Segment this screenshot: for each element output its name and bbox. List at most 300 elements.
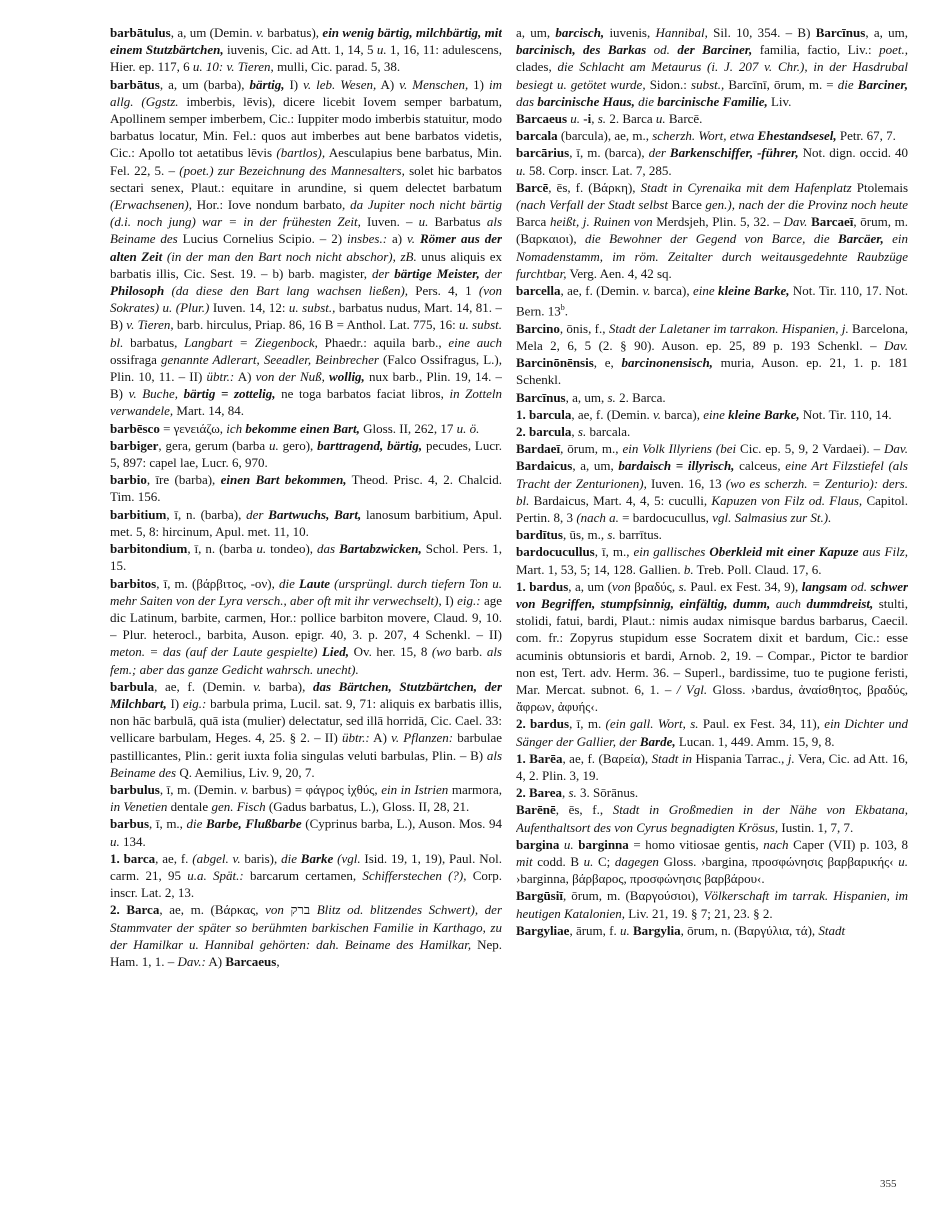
lemma: Barcaeus — [225, 953, 277, 969]
plain-text: barb. hirculus, Priap. 86, 16 B = Anthol. Lat. 775, 16: — [173, 317, 459, 333]
italic-text: im allg. (Ggstz. — [110, 76, 502, 109]
plain-text: , a, um, — [865, 25, 908, 40]
plain-text: Liv. 21, 19. § 7; 21, 23. § 2. — [625, 905, 773, 921]
plain-text: Ptolemais — [851, 179, 908, 195]
italic-text: Langbart = Ziegenbock, — [184, 334, 318, 350]
italic-text: s. — [678, 578, 687, 594]
plain-text: I) — [166, 695, 183, 711]
translation: Lied, — [321, 644, 350, 660]
plain-text: Ov. her. 15, 8 — [349, 644, 432, 660]
plain-text: , ae, f. (Demin. — [560, 283, 643, 299]
plain-text: Not. Tir. 110, 14. — [799, 406, 892, 422]
italic-text: v. — [253, 678, 262, 694]
italic-text: u. — [269, 437, 279, 453]
lemma: barbus — [110, 816, 150, 832]
italic-text: die Schlacht am Metaurus (i. J. 207 v. Chr.), in der Hasdrubal besiegt u. getötet wurde, — [516, 59, 908, 92]
plain-text: , e, — [593, 355, 622, 371]
italic-text: Blitz od. blitzendes Schwert), der Stammvater der später so berühmten barkischen Familie in Karthago, zu der Hamilkar u. Hannibal gehörten: dah. Beiname des Hamilkar, — [110, 902, 502, 952]
lemma: 2. barcula — [516, 424, 572, 439]
plain-text: , — [591, 111, 598, 127]
plain-text: Gloss. ›bardus, ἀναίσθητος, βραδύς, ἄφρων, ἀφυής‹. — [516, 682, 908, 715]
dictionary-entry — [516, 110, 908, 127]
plain-text: Barcelona, Mela 2, 6, 5 (2. § 90). Auson. ep. 25, 89 p. 193 Schenkl. – — [516, 320, 908, 353]
dictionary-entry — [110, 540, 502, 574]
lemma: Bardaicus — [516, 458, 573, 474]
italic-text: Hannibal, — [655, 25, 708, 40]
plain-text — [884, 231, 892, 246]
left-column — [110, 24, 502, 1174]
italic-text: heißt, j. Ruinen von — [549, 214, 653, 230]
italic-text: Stadt der Laletaner im tarrakon. Hispanien, j. — [608, 320, 849, 336]
lemma: barbitos — [110, 575, 157, 591]
translation: langsam — [801, 578, 848, 594]
italic-text: v. Buche, — [128, 386, 178, 402]
translation: schwer von Begriffen, stumpfsinnig, einfältig, dumm, — [516, 578, 908, 612]
translation: Ehestandsesel, — [757, 128, 837, 144]
lemma: Barcino — [516, 320, 560, 336]
translation: Barciner, — [857, 76, 908, 92]
italic-text: u. — [376, 42, 387, 58]
plain-text: , gera, gerum (barba — [158, 437, 270, 453]
plain-text: Caper (VII) p. 103, 8 — [788, 836, 908, 852]
italic-text: u. 10: v. Tieren, — [192, 59, 274, 75]
italic-text: / Vgl. — [676, 682, 708, 698]
italic-text: (wo es scherzh. = Zenturio): ders. bl. — [516, 475, 908, 508]
lemma: barbitium — [110, 506, 167, 522]
plain-text: Iustin. 1, 7, 7. — [778, 819, 854, 835]
italic-text: v. — [652, 406, 662, 422]
dictionary-entry — [516, 922, 908, 939]
italic-text: (wo — [431, 644, 452, 660]
plain-text: a, um, — [516, 25, 556, 40]
dictionary-entry — [110, 24, 502, 76]
italic-text: übtr.: — [341, 730, 370, 746]
plain-text: Lucius Cornelius Scipio. – 2) — [177, 231, 347, 247]
plain-text: . — [564, 303, 569, 319]
plain-text: Iuven. – — [360, 214, 419, 230]
italic-text: eine — [703, 406, 725, 422]
italic-text: (Erwachsenen), — [110, 197, 192, 213]
plain-text: Mart. 14, 84. — [173, 403, 244, 419]
italic-text: eine auch — [448, 334, 502, 350]
plain-text: Petr. 67, 7. — [836, 128, 896, 144]
dictionary-entry — [110, 420, 502, 437]
plain-text: Gloss. II, 262, 17 — [359, 420, 457, 436]
italic-text: die — [837, 76, 854, 92]
italic-text: u. — [563, 836, 574, 852]
italic-text: v. leb. Wesen, — [303, 76, 377, 92]
italic-text: Stadt — [818, 922, 846, 938]
italic-text: dagegen — [614, 854, 659, 870]
plain-text: (Cyprinus barba, L.), Auson. Mos. 94 — [301, 816, 502, 832]
lemma: barcella — [516, 283, 561, 299]
plain-text: Barbatus — [428, 214, 487, 230]
italic-text: Stadt in Großmedien in der Nähe von Ekbatana, Aufenthaltsort des von Cyrus begnadigten Krösus, — [516, 802, 908, 835]
dictionary-entry — [516, 784, 908, 801]
lemma: Bargyliae — [516, 922, 570, 938]
translation: Barde, — [639, 733, 676, 749]
plain-text: barcarum certamen, — [243, 867, 363, 883]
italic-text: (nach Verfall der Stadt selbst — [516, 197, 669, 213]
italic-text: v. Pflanzen: — [391, 730, 454, 746]
plain-text: barb. — [451, 644, 487, 660]
italic-text: subst., — [691, 76, 725, 92]
italic-text: in Zotteln verwandele, — [110, 386, 502, 419]
italic-text: u. — [655, 111, 666, 127]
lemma: barbiger — [110, 437, 159, 453]
italic-text: (ursprüngl. durch tiefern Ton u. mehr Saiten von der Lyra versch., aber oft mit ihr verwechselt), — [110, 575, 502, 608]
italic-text: auch — [775, 596, 801, 612]
plain-text: Barca — [516, 214, 550, 230]
plain-text: Corp. inscr. Lat. 2, 13. — [110, 867, 502, 901]
plain-text — [646, 42, 653, 57]
plain-text: Nep. Ham. 1, 1. – — [110, 936, 502, 969]
italic-text: j. — [787, 750, 795, 766]
lemma: Bargūsiī — [516, 888, 563, 904]
plain-text: 1, 16, 11: adulescens, Hier. ep. 117, 6 — [110, 42, 502, 75]
plain-text: Barcē. — [665, 111, 703, 127]
translation: der Barciner, — [677, 42, 753, 58]
page-number: 355 — [880, 1178, 897, 1190]
plain-text: Not. dign. occid. 40 — [798, 145, 908, 161]
plain-text: , ae, f. (Βαρεία), — [562, 750, 652, 766]
italic-text: der — [484, 265, 502, 281]
italic-text: das — [516, 93, 535, 109]
lemma: Barcīnus — [516, 389, 566, 405]
italic-text: da Jupiter noch nicht bärtig (d.i. noch jung) war = in der frühesten Zeit, — [110, 197, 502, 230]
italic-text: übtr.: — [206, 369, 235, 385]
translation: barcinisch, des Barkas — [516, 42, 647, 58]
plain-text: iuvenis, Cic. ad Att. 1, 14, 5 — [223, 42, 377, 58]
italic-text: eig.: — [182, 695, 207, 711]
italic-text: v. — [240, 781, 249, 797]
plain-text: Not. Tir. 110, 17. Not. Bern. 13 — [516, 283, 908, 319]
plain-text: 2. Barca — [606, 111, 656, 127]
plain-text: Cic. ep. 5, 9, 2 Vardaei). – — [736, 441, 885, 457]
plain-text: , ēs, f., — [555, 802, 613, 818]
lemma: Barcaeī — [811, 214, 854, 230]
plain-text: barba), — [261, 678, 313, 694]
lemma: barbio — [110, 472, 147, 488]
italic-text: s. — [607, 389, 616, 405]
plain-text: Theod. Prisc. 4, 2. Chalcid. Tim. 156. — [110, 472, 502, 505]
italic-text: u. — [418, 214, 429, 230]
italic-text: Dav.: — [177, 953, 206, 969]
lemma: Barcīnus — [815, 25, 866, 40]
italic-text: eine — [692, 283, 715, 299]
italic-text: (poet.) zur Bezeichnung des Mannesalters, — [179, 162, 405, 178]
plain-text: Treb. Poll. Claud. 17, 6. — [693, 561, 822, 577]
italic-text: der — [246, 506, 264, 522]
italic-text: b. — [683, 561, 694, 577]
plain-text: , ōrum, m., — [560, 441, 623, 457]
plain-text: (Falco Ossifragus, L.), Plin. 10, 11. – II) — [110, 351, 502, 385]
translation: bardaisch = illyrisch, — [618, 458, 735, 474]
italic-text: u. ö. — [456, 420, 480, 436]
lemma: Bardaeī — [516, 441, 561, 457]
translation: bärtige Meister, — [394, 265, 480, 281]
italic-text: od. — [653, 42, 670, 58]
plain-text: , ae, f. (Demin. — [154, 678, 254, 694]
italic-text: (vgl. — [337, 850, 361, 866]
plain-text: Barce — [668, 197, 706, 213]
plain-text: Merdsjeh, Plin. 5, 32. – — [652, 214, 784, 230]
italic-text: als Beiname des — [110, 747, 502, 780]
plain-text: dentale — [167, 799, 212, 815]
italic-text: Kapuzen von Filz od. Flaus, — [711, 492, 863, 508]
plain-text: ›barginna, βάρβαρος, προσφώνησις βαρβάρου‹. — [516, 871, 765, 887]
dictionary-entry — [516, 179, 908, 282]
italic-text: v. — [406, 231, 416, 247]
italic-text: (bartlos), — [276, 145, 326, 161]
plain-text: , ī, m. (βάρβιτος, -ον), — [156, 575, 279, 591]
plain-text: , a, um, — [565, 389, 608, 405]
plain-text: clades, — [516, 59, 558, 75]
plain-text: solet hic barbatos sectari senex, Plaut.: equitare in arundine, si quem delectet barbatum — [110, 162, 502, 195]
plain-text: pecudes, Lucr. 5, 897: capel lae, Lucr. 6, 970. — [110, 437, 502, 471]
plain-text: codd. B — [532, 854, 584, 870]
plain-text: Pers. 4, 1 — [408, 283, 479, 299]
plain-text: , ī, m., — [594, 544, 634, 560]
plain-text: = γενειάζω, — [159, 420, 227, 436]
dictionary-entry — [516, 526, 908, 543]
plain-text: , ārum, f. — [569, 922, 620, 938]
italic-text: gen. Fisch — [211, 799, 266, 815]
italic-text: die — [638, 93, 654, 109]
dictionary-entry — [516, 282, 908, 320]
italic-text: von — [265, 902, 284, 918]
lemma: barbātulus — [110, 25, 171, 40]
italic-text: poet., — [879, 42, 908, 58]
italic-text: v. Menschen, — [399, 76, 469, 92]
italic-text: u. — [583, 854, 594, 870]
dictionary-entry — [516, 715, 908, 749]
plain-text: , īre (barba), — [146, 472, 221, 488]
plain-text: Iuven. 14, 12: — [209, 300, 289, 316]
plain-text: , a, um, — [572, 458, 619, 474]
italic-text: die — [281, 850, 297, 866]
lemma: barbēsco — [110, 420, 160, 436]
translation: Barbe, Flußbarbe — [206, 816, 302, 832]
italic-text: vgl. Salmasius zur St.). — [712, 510, 832, 526]
dictionary-entry — [110, 76, 502, 420]
plain-text: Bardaicus, Mart. 4, 4, 5: cuculli, — [529, 492, 712, 508]
dictionary-entry — [516, 144, 908, 178]
plain-text: Iuven. 16, 13 — [646, 475, 726, 491]
translation: Philosoph — [110, 283, 165, 299]
translation: barcinische Haus, — [537, 93, 635, 109]
dictionary-entry — [110, 850, 502, 902]
plain-text: Schol. Pers. 1, 15. — [110, 541, 502, 574]
italic-text: s. — [577, 424, 587, 439]
italic-text: mit — [516, 854, 533, 870]
plain-text: , — [571, 424, 578, 439]
translation: kleine Barke, — [717, 283, 790, 299]
plain-text: , a, um (Demin. — [170, 25, 256, 40]
italic-text: Dav. — [783, 214, 808, 230]
plain-text: , ōrum, n. (Βαργύλια, τά), — [680, 922, 819, 938]
translation: wollig, — [329, 369, 365, 385]
italic-text: als fem.; aber das ganze Gedicht wahrsch. unecht). — [110, 644, 502, 677]
plain-text: Liv. — [767, 93, 792, 109]
translation: Bartwuchs, Bart, — [268, 506, 362, 522]
lemma: bargina — [516, 836, 560, 852]
italic-text: ein Dichter und Sänger der Gallier, der — [516, 716, 908, 749]
lemma: 2. Barca — [110, 902, 160, 918]
italic-text: eig.: — [457, 592, 481, 608]
italic-text: die — [278, 575, 295, 591]
italic-text: v. Tieren, — [126, 317, 174, 333]
plain-text: ne toga barbatos faciat libros, — [275, 386, 450, 402]
translation: bärtig = zottelig, — [183, 386, 276, 402]
plain-text: 1) — [468, 76, 489, 92]
plain-text: imberbis, lēvis), dicere licebit Iovem semper barbatum, Apollinem semper imberbem, Cic.: Iuppiter modo imberbis statuitur, modo barbatus locatur, Min. Fel.: quos aut imberbes aut bene barbatos videtis, Cic.: Apollo tot aetatibus lēvis — [110, 93, 502, 161]
plain-text: 58. Corp. inscr. Lat. 7, 285. — [525, 162, 672, 178]
dictionary-entry — [516, 406, 908, 423]
plain-text: ברק — [283, 902, 317, 918]
translation: Römer aus der alten Zeit — [110, 231, 502, 264]
translation: barcisch, — [555, 25, 605, 40]
plain-text: Paul. ex Fest. 34, 11), — [698, 716, 825, 732]
italic-text: u. — [256, 541, 267, 557]
italic-text: meton. = das (auf der Laute gespielte) — [110, 644, 318, 660]
lemma: Bargylia — [632, 922, 681, 938]
plain-text: 2. Barca. — [615, 389, 666, 405]
plain-text: = homo vitiosae gentis, — [628, 836, 764, 852]
italic-text: u.a. Spät.: — [187, 867, 244, 883]
dictionary-entry — [516, 801, 908, 835]
plain-text — [830, 231, 838, 246]
lemma: barginna — [578, 836, 629, 852]
dictionary-entry — [110, 781, 502, 815]
plain-text: a) — [387, 231, 407, 247]
plain-text: calceus, — [734, 458, 786, 474]
translation: Barkenschiffer, -führer, — [669, 145, 799, 161]
italic-text: od. — [850, 578, 867, 594]
lemma: barcārius — [516, 145, 570, 161]
plain-text: barrītus. — [615, 527, 662, 543]
italic-text: gen.), nach der die Provinz noch heute — [705, 197, 908, 213]
lemma: barbulus — [110, 781, 160, 797]
dictionary-entry — [110, 815, 502, 849]
plain-text: tondeo), — [266, 541, 318, 557]
plain-text: , ōrum, m. (Βαρκαιοι), — [516, 214, 908, 247]
plain-text: Lucan. 1, 449. Amm. 15, 9, 8. — [675, 733, 835, 749]
italic-text: u. — [898, 854, 908, 870]
italic-text: aus Filz, — [862, 544, 908, 560]
italic-text: (da diese den Bart lang wachsen ließen), — [171, 283, 409, 299]
dictionary-entry — [516, 578, 908, 716]
plain-text: A) — [376, 76, 400, 92]
dictionary-entry — [110, 678, 502, 781]
translation: ein wenig bärtig, milchbärtig, mit einem Stutzbärtchen, — [110, 25, 502, 58]
plain-text: , a, um ( — [568, 578, 612, 594]
italic-text: s. — [568, 785, 577, 801]
italic-text: (ein gall. Wort, s. — [605, 716, 699, 732]
plain-text: muria, Auson. ep. 21, 1. p. 181 Schenkl. — [516, 355, 908, 388]
italic-text: scherzh. Wort, etwa — [652, 128, 755, 144]
lemma: 2. Barea — [516, 785, 562, 801]
plain-text: unus aliquis ex barbatis illis, Cic. Sest. 19. – b) barb. magister, — [110, 248, 502, 281]
plain-text: Hor.: Iove nondum barbato, — [191, 197, 351, 213]
plain-text: nux barb., Plin. 19, 14. – B) — [110, 369, 502, 402]
italic-text: das — [317, 541, 336, 557]
italic-text: Stadt in Cyrenaika mit dem Hafenplatz — [640, 179, 852, 195]
plain-text: barca), — [650, 283, 693, 299]
plain-text: , ae, m. (Βάρκας, — [159, 902, 266, 918]
plain-text: C; — [593, 854, 615, 870]
plain-text: , ūs, m., — [562, 527, 608, 543]
plain-text: , ī, m. (Demin. — [159, 781, 241, 797]
translation: Bartabzwicken, — [339, 541, 422, 557]
plain-text: = bardocucullus, — [618, 510, 713, 526]
plain-text: familia, factio, Liv.: — [752, 42, 880, 58]
italic-text: (in der man den Bart noch nicht abschor), zB. — [166, 248, 417, 264]
lemma: barbula — [110, 678, 155, 694]
italic-text: der — [371, 265, 390, 281]
plain-text: barbulae pastillicantes, Plin.: gerit iuxta folia singulas veluti barbulas, Plin. – B) — [110, 730, 502, 763]
italic-text: s. — [597, 111, 607, 127]
italic-text: insbes.: — [346, 231, 388, 247]
lemma: -i — [583, 111, 592, 127]
plain-text: Q. Aemilius, Liv. 9, 20, 7. — [176, 764, 315, 780]
plain-text: βραδύς, — [630, 578, 679, 594]
plain-text: barbus) = φάγρος ἰχθύς, — [248, 781, 382, 797]
italic-text: von der Nuß, — [255, 369, 325, 385]
lemma: barbitondium — [110, 541, 188, 557]
plain-text: baris), — [240, 850, 282, 866]
lemma: 1. Barēa — [516, 750, 563, 766]
italic-text: v. — [256, 25, 265, 40]
plain-text: , ōrum, m. (Βαργούσιοι), — [562, 888, 704, 904]
plain-text: Hispania Tarrac., — [691, 750, 788, 766]
plain-text: Verg. Aen. 4, 42 sq. — [566, 265, 672, 281]
translation: kleine Barke, — [728, 406, 800, 422]
dictionary-entry — [516, 389, 908, 406]
plain-text: , ēs, f. (Βάρκη), — [548, 179, 641, 195]
translation: dummdreist, — [806, 596, 874, 612]
italic-text: (abgel. v. — [192, 850, 241, 866]
translation: barcinonensisch, — [621, 355, 713, 371]
italic-text: die — [186, 816, 203, 832]
plain-text: , ī, m., — [149, 816, 187, 832]
plain-text: A) — [234, 369, 256, 385]
italic-text: s. — [607, 527, 616, 543]
italic-text: u. — [570, 111, 581, 127]
lemma: Barcaeus — [516, 111, 568, 127]
plain-text: barbula prima, Lucil. sat. 9, 71: aliquis ex barbatis illis, non hāc barbulā, quā ista (mulier) delectatur, sed illā horridā, Cic. Cael. 33: vellicare barbulam, Heges. 4, 25. § 2. – II) — [110, 695, 502, 746]
plain-text: Vera, Cic. ad Att. 16, 4, 2. Plin. 3, 19. — [516, 750, 908, 784]
lemma: bardītus — [516, 527, 563, 543]
italic-text: u. — [516, 162, 526, 178]
italic-text: ich — [226, 420, 243, 436]
plain-text: ossifraga — [110, 351, 161, 367]
plain-text: barca), — [661, 406, 704, 422]
plain-text: lanosum barbitium, Apul. met. 5, 8: hircinum, Apul. met. 11, 10. — [110, 506, 502, 539]
plain-text: A) — [205, 953, 226, 969]
italic-text: genannte Adlerart, Seeadler, Beinbrecher — [161, 351, 379, 367]
dictionary-entry — [516, 127, 908, 144]
dictionary-entry — [516, 24, 908, 110]
italic-text: in Venetien — [110, 799, 168, 815]
italic-text: die Bewohner der Gegend von Barce, die — [584, 231, 830, 247]
italic-text: von — [611, 578, 631, 594]
italic-text: (nach a. — [576, 510, 619, 526]
plain-text: , ī, m. (barca), — [569, 145, 649, 161]
lemma: barcala — [516, 128, 558, 144]
plain-text: , — [276, 953, 280, 969]
plain-text: I) — [284, 76, 304, 92]
